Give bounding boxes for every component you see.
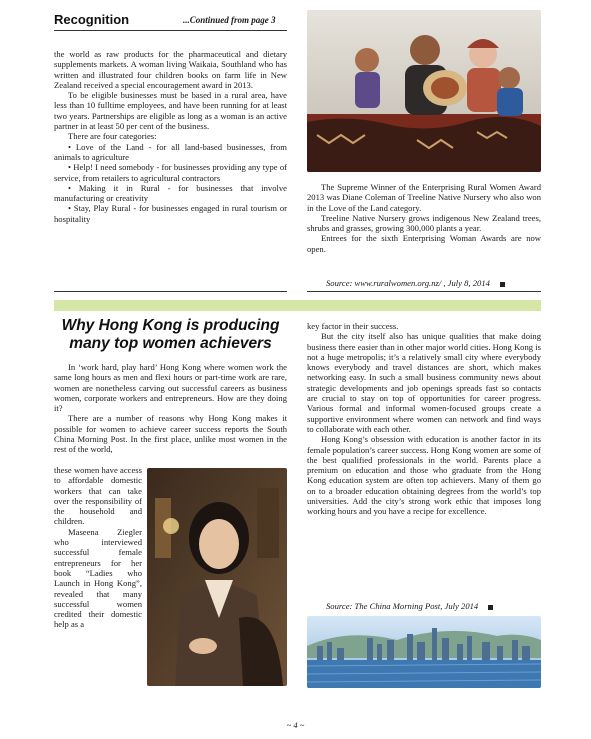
section-title: Recognition bbox=[54, 12, 130, 27]
award-winner-photo bbox=[307, 10, 541, 172]
section-divider-bar bbox=[54, 300, 541, 311]
hk-right-column bbox=[307, 321, 541, 517]
hk-right-paragraph-1: key factor in their success. bbox=[307, 321, 399, 331]
end-mark-icon bbox=[500, 282, 505, 287]
businesswoman-photo bbox=[147, 468, 287, 686]
hk-source-line bbox=[326, 601, 541, 611]
category-item-2: • Help! I need somebody - for businesses providing any type of service, from retailers to agricultural contractors bbox=[54, 162, 287, 183]
category-item-3: • Making it in Rural - for businesses that involve manufacturing or creativity bbox=[54, 182, 287, 204]
section-rule-right bbox=[307, 291, 541, 292]
section-rule-left bbox=[54, 291, 287, 292]
hk-paragraph-1: In ‘work hard, play hard’ Hong Kong where women work the same long hours as men and flexi hours or part-time work are rare, women are nonetheless carving out successful careers as business women, corporate workers and entrepreneurs. How are they doing it? bbox=[54, 362, 287, 414]
hk-narrow-column bbox=[54, 465, 142, 630]
rural-source-line bbox=[326, 278, 541, 288]
businesswoman-photo-image bbox=[147, 468, 287, 686]
rural-paragraph-3: There are four categories: bbox=[68, 131, 157, 142]
header-rule bbox=[54, 30, 287, 31]
hk-narrow-paragraph-1: these women have access to affordable domestic workers that can take over the responsibility of the household and children. bbox=[54, 465, 142, 527]
rural-paragraph-2: To be eligible businesses must be based in a rural area, have less than 10 fulltime employees, and have been running for at least two years. Partnerships are eligible as long as a woman is an active partner in at least 50 per cent of the business. bbox=[54, 90, 287, 132]
hk-paragraph-2: There are a number of reasons why Hong Kong makes it possible for women to achieve career success reports the South China Morning Post. In the first place, unlike most women in the rest of the world, bbox=[54, 413, 287, 455]
hk-source: Source: The China Morning Post, July 2014 bbox=[326, 601, 479, 611]
hk-right-paragraph-3: Hong Kong’s obsession with education is another factor in its female population’s career success. Hong Kong women are some of the best qualified professionals in the world. Parents place a premium on education and those who graduate from the Hong Kong education system are often top achievers. Many of them go on to a broader education obtaining degrees from the world’s top universities. Add the city’s strong work ethic that imposes long working hours and you have a recipe for excellence. bbox=[307, 434, 541, 517]
hk-right-paragraph-2: But the city itself also has unique qualities that make doing business there easier than in other major world cities. Hong Kong is not a huge metropolis; it’s a relatively small city where everybody knows everybody and travel distances are short, which makes networking easy. In such a small business community news about strategic developments and job openings spreads fast so contacts are crucial to stay on top of opportunities for career progress. Various formal and informal women-focused groups create a supportive environment where women can network and find ways to collaborate with each other. bbox=[307, 331, 541, 434]
award-winner-photo-image bbox=[307, 10, 541, 172]
rural-right-paragraph-3: Entrees for the sixth Enterprising Woman Awards are now open. bbox=[307, 233, 541, 254]
hong-kong-skyline-photo bbox=[307, 616, 541, 688]
end-mark-icon bbox=[488, 605, 493, 610]
rural-right-paragraph-2: Treeline Native Nursery grows indigenous New Zealand trees, shrubs and grasses, growing 300,000 plants a year. bbox=[307, 212, 541, 234]
page-number: ~ 4 ~ bbox=[286, 720, 305, 730]
rural-right-column bbox=[307, 182, 541, 254]
hk-article-title: Why Hong Kong is producing many top women achievers bbox=[61, 317, 280, 352]
category-item-1: • Love of the Land - for all land-based businesses, from animals to agriculture bbox=[54, 141, 287, 162]
hk-narrow-paragraph-2: Maseena Ziegler who interviewed successful female entrepreneurs for her book “Ladies who Launch in Hong Kong”, revealed that many successful women credited their domestic help as a bbox=[54, 526, 142, 630]
rural-left-column bbox=[54, 49, 287, 224]
rural-paragraph-1: the world as raw products for the pharmaceutical and dietary supplements markets. A woman living Waikaia, Southland who has written and illustrated four children books on farm life in New Zealand received a special encouragement award in 2013. bbox=[54, 49, 287, 90]
hk-left-column bbox=[54, 362, 287, 455]
rural-right-paragraph-1: The Supreme Winner of the Enterprising Rural Women Award 2013 was Diane Coleman of Treeline Native Nursery who also won in the Love of the Land category. bbox=[307, 182, 541, 213]
hong-kong-skyline-image bbox=[307, 616, 541, 688]
rural-source: Source: www.ruralwomen.org.nz/ , July 8, 2014 bbox=[326, 278, 490, 288]
continued-note: ...Continued from page 3 bbox=[183, 15, 276, 25]
category-item-4: • Stay, Play Rural - for businesses engaged in rural tourism or hospitality bbox=[54, 203, 287, 224]
